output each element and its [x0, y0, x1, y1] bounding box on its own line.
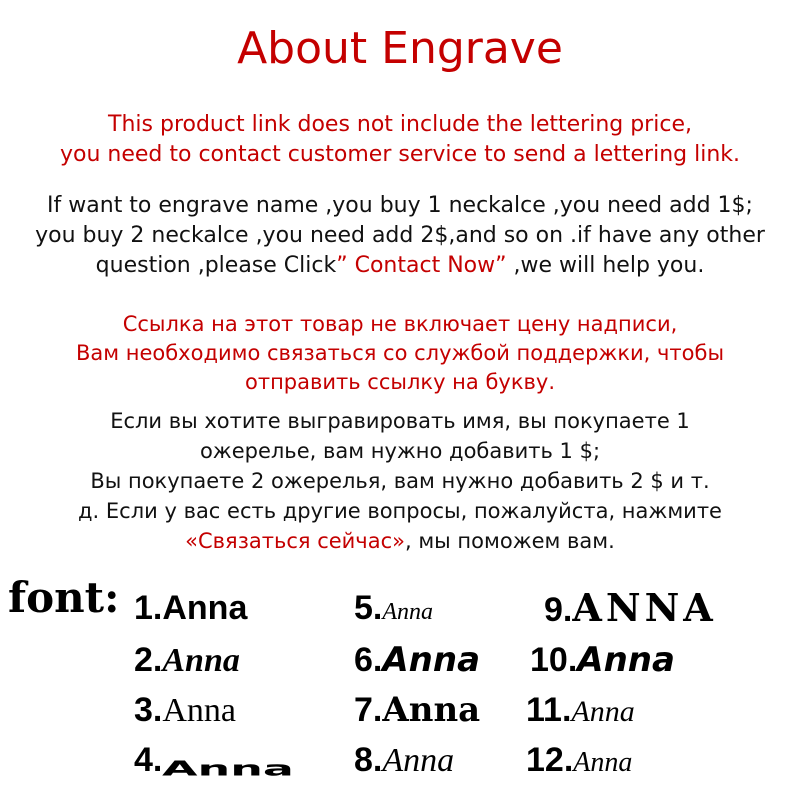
info-en-line: If want to engrave name ,you buy 1 neckalce ,you need add 1$;: [47, 193, 753, 218]
info-ru-line: ожерелье, вам нужно добавить 1 $;: [199, 439, 601, 463]
info-ru-line: Вы покупаете 2 ожерелья, вам нужно добавить 2 $ и т.: [90, 469, 710, 493]
font-number: 2.: [134, 641, 163, 679]
contact-now-link[interactable]: ” Contact Now”: [336, 253, 507, 278]
font-sample-text: Anna: [382, 599, 434, 625]
page-title: About Engrave: [237, 23, 563, 74]
font-number: 1.: [134, 589, 163, 627]
notice-ru-line: Вам необходимо связаться со службой поддержки, чтобы: [75, 341, 725, 365]
engrave-info-en: [0, 191, 800, 281]
font-sample-7[interactable]: [354, 688, 480, 732]
font-number: 12.: [526, 741, 574, 779]
font-number: 9.: [544, 591, 573, 629]
font-sample-6[interactable]: [354, 638, 480, 682]
font-sample-1[interactable]: [134, 586, 247, 630]
font-sample-text: ANNA: [572, 585, 717, 630]
font-number: 11.: [526, 691, 572, 729]
font-sample-11[interactable]: [526, 688, 635, 734]
font-sample-text: Anna: [382, 640, 481, 680]
info-ru-line: [0, 526, 800, 556]
notice-ru-line: Ссылка на этот товар не включает цену надписи,: [122, 312, 678, 336]
font-sample-4[interactable]: [134, 738, 295, 782]
font-number: 10.: [530, 641, 578, 679]
lettering-price-notice-en: [0, 110, 800, 170]
font-sample-text: Anna: [573, 747, 633, 778]
info-en-text: question ,please Click: [95, 253, 337, 278]
font-sample-text: Anna: [162, 756, 295, 781]
font-number: 4.: [134, 741, 163, 779]
font-sample-text: Anna: [162, 589, 248, 627]
info-en-line: [0, 251, 800, 281]
font-sample-text: Anna: [382, 690, 481, 730]
font-sample-5[interactable]: [354, 586, 433, 634]
notice-en-line: This product link does not include the lettering price,: [108, 112, 692, 137]
info-ru-line: Если вы хотите выгравировать имя, вы покупаете 1: [110, 409, 690, 433]
notice-en-line: you need to contact customer service to send a lettering link.: [59, 142, 741, 167]
font-sample-3[interactable]: [134, 688, 236, 733]
contact-now-link-ru[interactable]: «Связаться сейчас»: [185, 529, 405, 553]
font-label: font:: [8, 573, 120, 622]
info-ru-line: д. Если у вас есть другие вопросы, пожалуйста, нажмите: [78, 499, 722, 523]
font-sample-9[interactable]: [544, 586, 717, 632]
font-number: 5.: [354, 589, 383, 627]
font-sample-text: Anna: [162, 642, 240, 679]
notice-ru-line: отправить ссылку на букву.: [244, 370, 556, 394]
font-sample-2[interactable]: [134, 638, 240, 683]
info-ru-text: , мы поможем вам.: [404, 529, 615, 553]
font-sample-text: Anna: [577, 640, 675, 680]
font-sample-text: Anna: [571, 695, 635, 728]
font-sample-text: Anna: [382, 742, 455, 779]
font-sample-10[interactable]: [530, 638, 675, 682]
font-sample-text: Anna: [162, 692, 237, 729]
info-en-text: ,we will help you.: [506, 253, 705, 278]
font-sample-12[interactable]: [526, 738, 632, 785]
engrave-info-ru: [0, 406, 800, 556]
font-sample-8[interactable]: [354, 738, 454, 783]
lettering-price-notice-ru: [0, 310, 800, 397]
font-number: 8.: [354, 741, 383, 779]
info-en-line: you buy 2 neckalce ,you need add 2$,and so on .if have any other: [35, 223, 765, 248]
font-number: 6.: [354, 641, 383, 679]
font-number: 3.: [134, 691, 163, 729]
font-number: 7.: [354, 691, 383, 729]
